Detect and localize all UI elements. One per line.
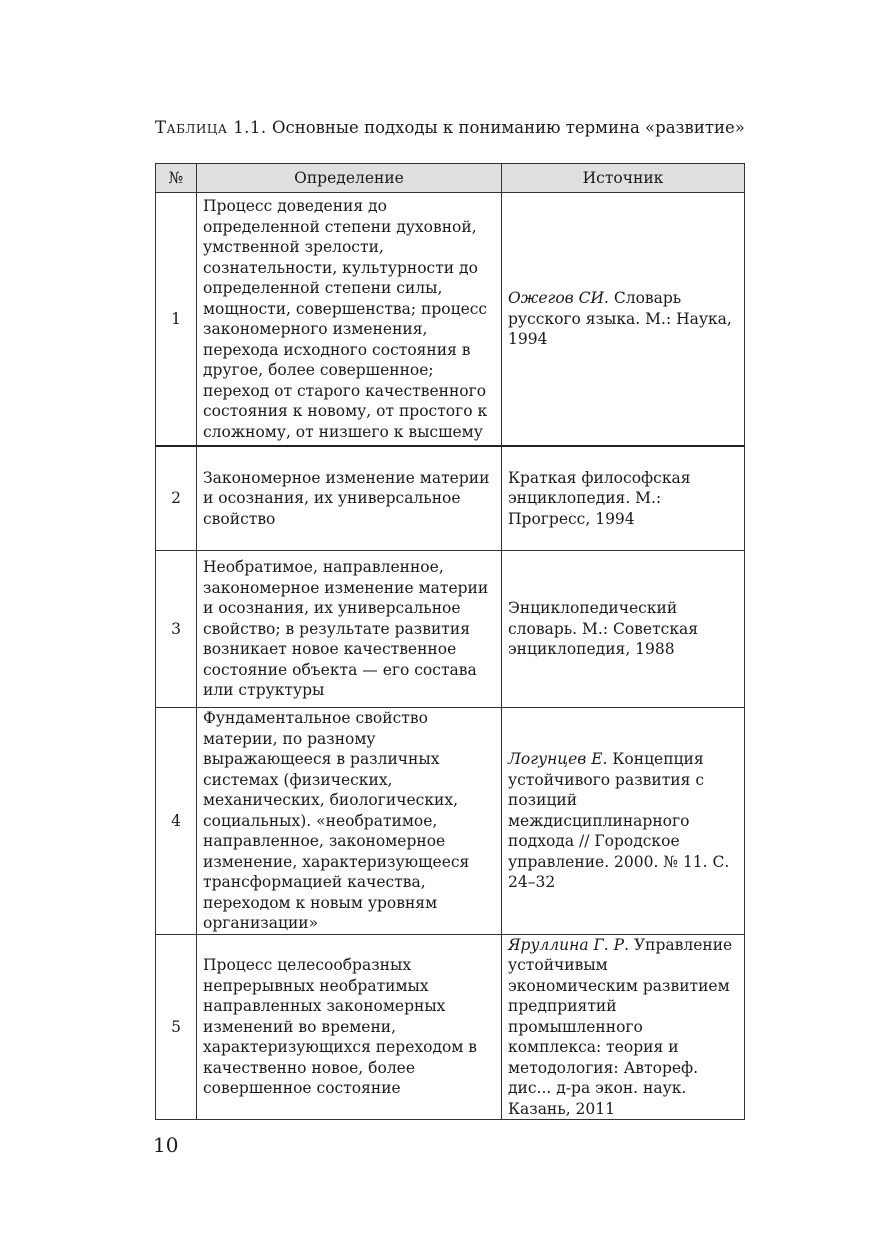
row-source: [502, 551, 745, 708]
row-definition: Процесс целесообразных непрерывных необратимых направленных закономерных изменений во времени, характеризующихся переходом в качественно новое, более совершенное состояние: [197, 934, 502, 1120]
row-definition: Необратимое, направленное, закономерное изменение материи и осознания, их универсальное свойство; в результате развития возникает новое качественное состояние объекта — его состава или структуры: [197, 551, 502, 708]
table-header-row: [156, 164, 745, 193]
source-text: Словарь русского языка. М.: Наука, 1994: [508, 289, 732, 349]
row-number: 4: [156, 708, 197, 935]
row-number: 2: [156, 446, 197, 551]
source-author: Яруллина Г. Р.: [508, 935, 630, 954]
table-row: [156, 193, 745, 447]
row-definition: Фундаментальное свойство материи, по разному выражающееся в различных системах (физических, механических, биологических, социальных). «необратимое, направленное, закономерное изменение, характеризующееся трансформацией качества, переходом к новым уровням организации»: [197, 708, 502, 935]
row-number: 1: [156, 193, 197, 447]
row-number: 5: [156, 934, 197, 1120]
table-row: [156, 708, 745, 935]
row-source: [502, 446, 745, 551]
source-text: Управление устойчивым экономическим развитием предприятий промышленного комплекса: теория и методология: Автореф. дис... д-ра экон. наук. Казань, 2011: [508, 935, 733, 1118]
row-definition: Закономерное изменение материи и осознания, их универсальное свойство: [197, 446, 502, 551]
caption-text: Основные подходы к пониманию термина «развитие»: [271, 118, 745, 137]
source-text: Концепция устойчивого развития с позиций междисциплинарного подхода // Городское управление. 2000. № 11. С. 24–32: [508, 750, 730, 891]
source-author: Логунцев Е.: [508, 750, 608, 768]
page-number: 10: [153, 1133, 179, 1157]
row-source: [502, 934, 745, 1120]
table-caption: [155, 117, 745, 138]
table-row: [156, 934, 745, 1120]
header-definition: Определение: [197, 164, 502, 193]
caption-prefix: Таблица 1.1.: [155, 118, 267, 137]
table-row: [156, 446, 745, 551]
row-definition: Процесс доведения до определенной степени духовной, умственной зрелости, сознательности, культурности до определенной степени силы, мощности, совершенства; процесс закономерного изменения, перехода исходного состояния в другое, более совершенное; переход от старого качественного состояния к новому, от простого к сложному, от низшего к высшему: [197, 193, 502, 447]
row-source: [502, 193, 745, 447]
definitions-table: [155, 163, 745, 1120]
source-text: Краткая философская энциклопедия. М.: Прогресс, 1994: [508, 468, 691, 528]
row-number: 3: [156, 551, 197, 708]
header-source: Источник: [502, 164, 745, 193]
source-author: Ожегов СИ.: [508, 289, 609, 308]
source-text: Энциклопедический словарь. М.: Советская энциклопедия, 1988: [508, 599, 699, 659]
row-source: [502, 708, 745, 935]
table-row: [156, 551, 745, 708]
header-num: №: [156, 164, 197, 193]
